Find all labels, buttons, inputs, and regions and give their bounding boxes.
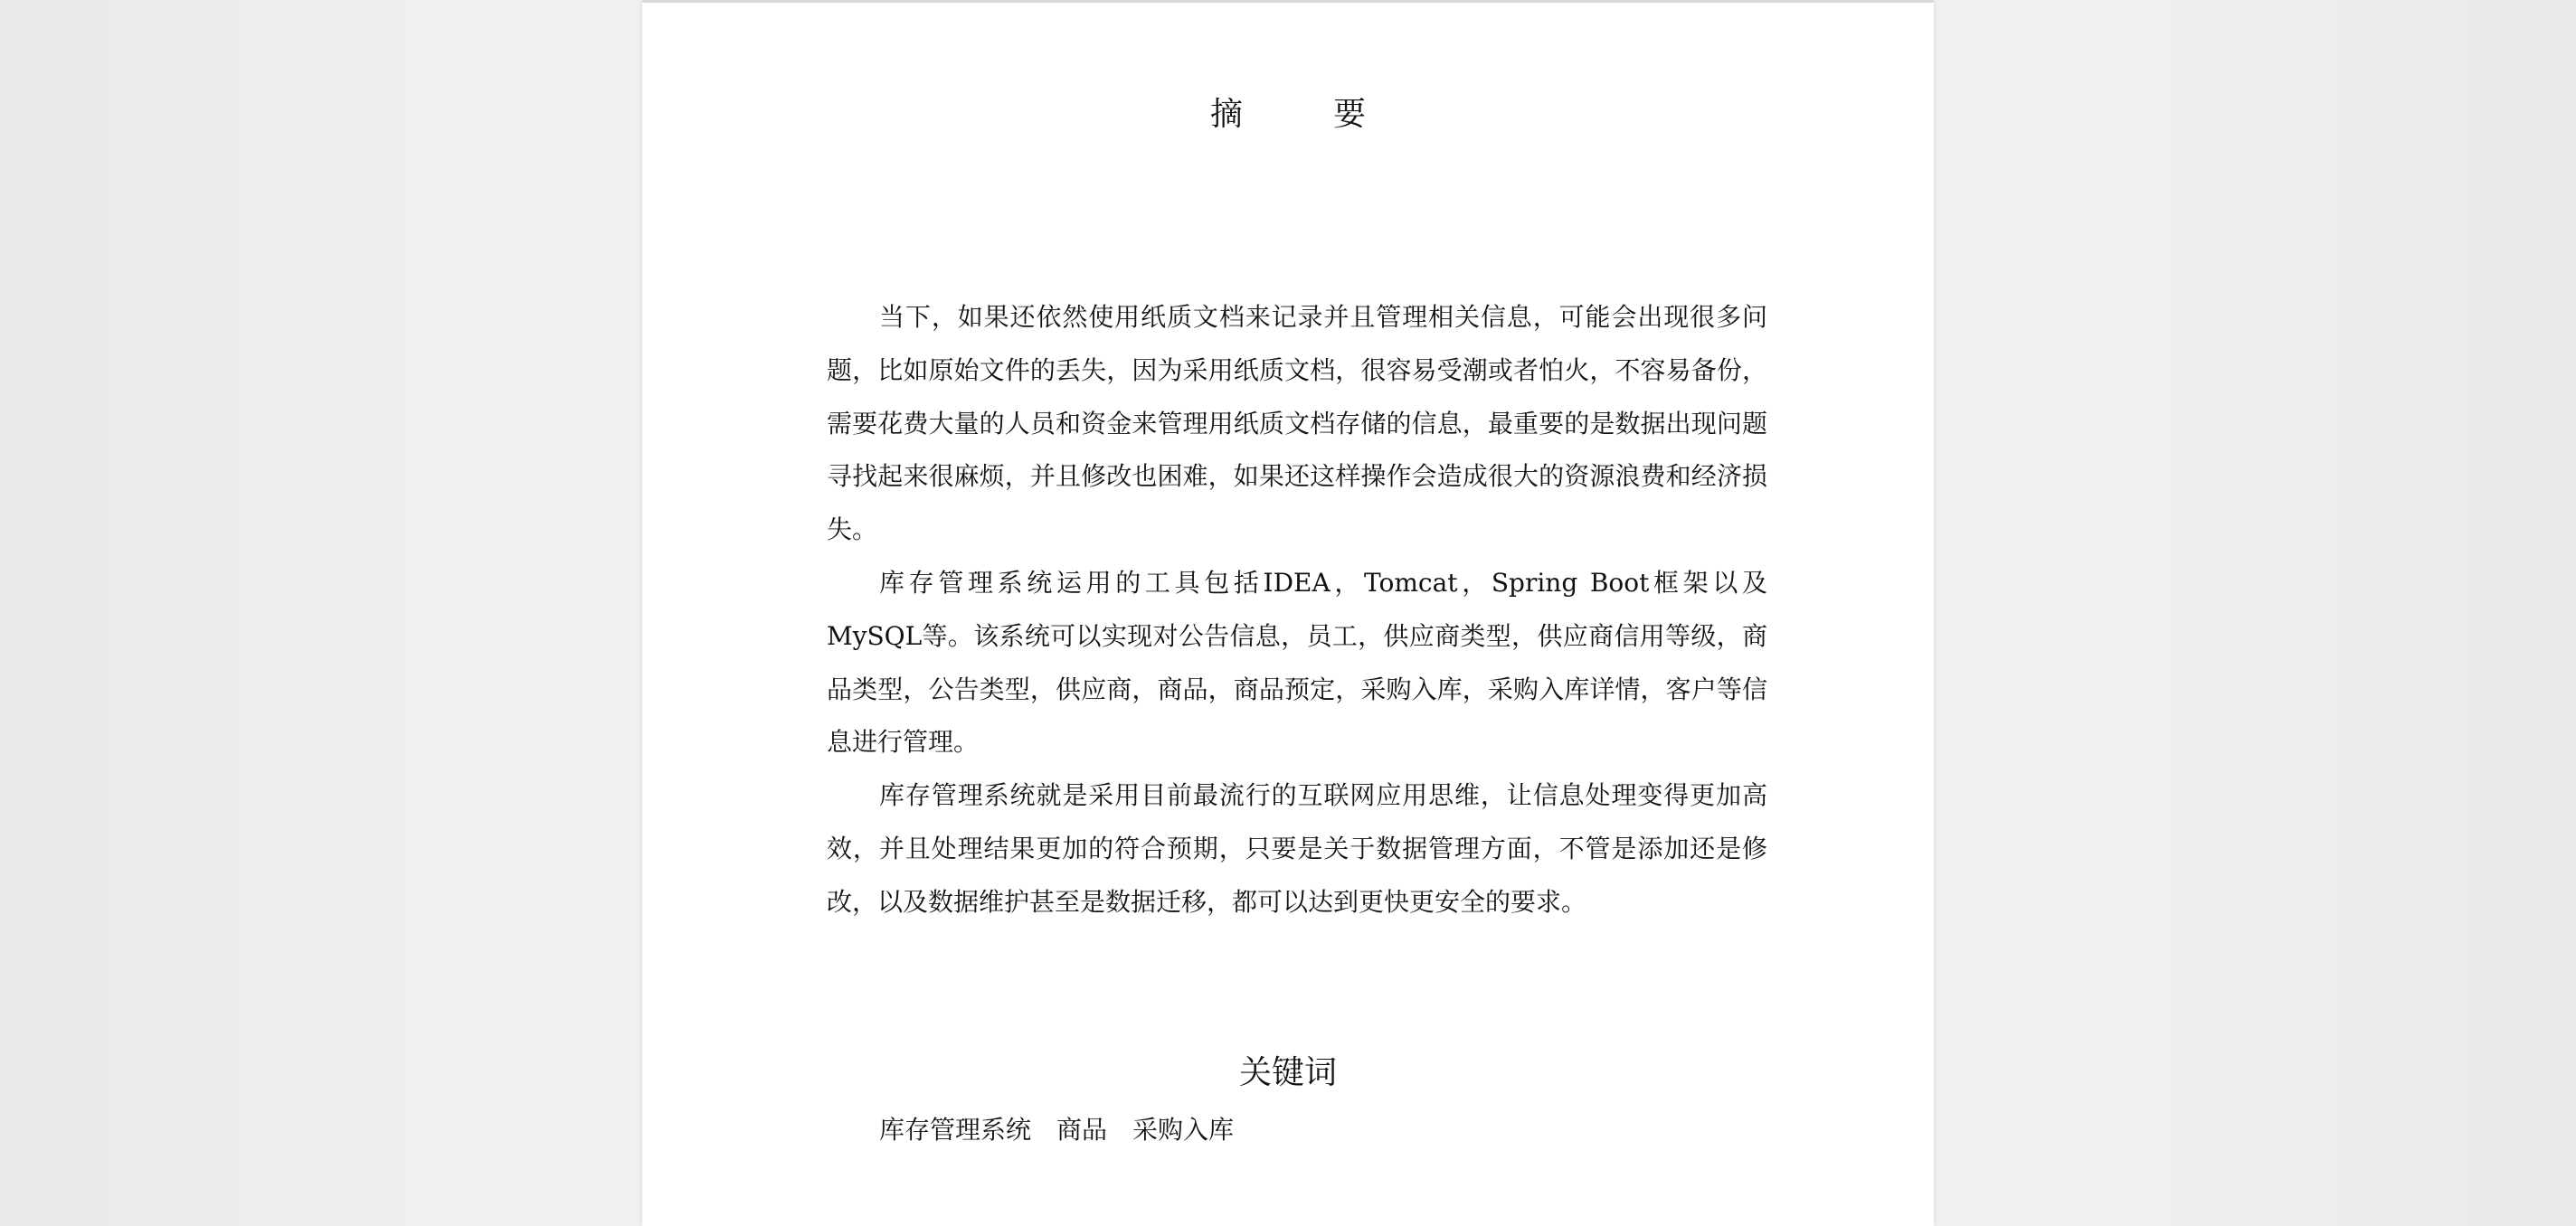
abstract-title: 摘 要: [1209, 96, 1395, 133]
document-page: [642, 0, 1934, 1226]
keyword-item: 采购入库: [1132, 1115, 1235, 1145]
keywords-list: [879, 1110, 1234, 1146]
abstract-paragraph-3: 库存管理系统就是采用目前最流行的互联网应用思维，让信息处理变得更加高效，并且处理结果更加的符合预期，只要是关于数据管理方面，不管是添加还是修改，以及数据维护甚至是数据迁移，都可以达到更快更安全的要求。: [827, 780, 1767, 917]
keyword-item: 库存管理系统: [879, 1115, 1032, 1145]
abstract-paragraph-2: 库存管理系统运用的工具包括IDEA，Tomcat，Spring Boot框架以及MySQL等。该系统可以实现对公告信息，员工，供应商类型，供应商信用等级，商品类型，公告类型，供应商，商品，商品预定，采购入库，采购入库详情，客户等信息进行管理。: [827, 567, 1767, 758]
keyword-item: 商品: [1056, 1115, 1108, 1145]
abstract-paragraph-1: 当下，如果还依然使用纸质文档来记录并且管理相关信息，可能会出现很多问题，比如原始文件的丢失，因为采用纸质文档，很容易受潮或者怕火，不容易备份，需要花费大量的人员和资金来管理用纸质文档存储的信息，最重要的是数据出现问题寻找起来很麻烦，并且修改也困难，如果还这样操作会造成很大的资源浪费和经济损失。: [827, 302, 1767, 545]
page-top-edge: [642, 0, 1934, 3]
abstract-body: [827, 291, 1767, 929]
keywords-heading: 关键词: [1238, 1054, 1337, 1091]
